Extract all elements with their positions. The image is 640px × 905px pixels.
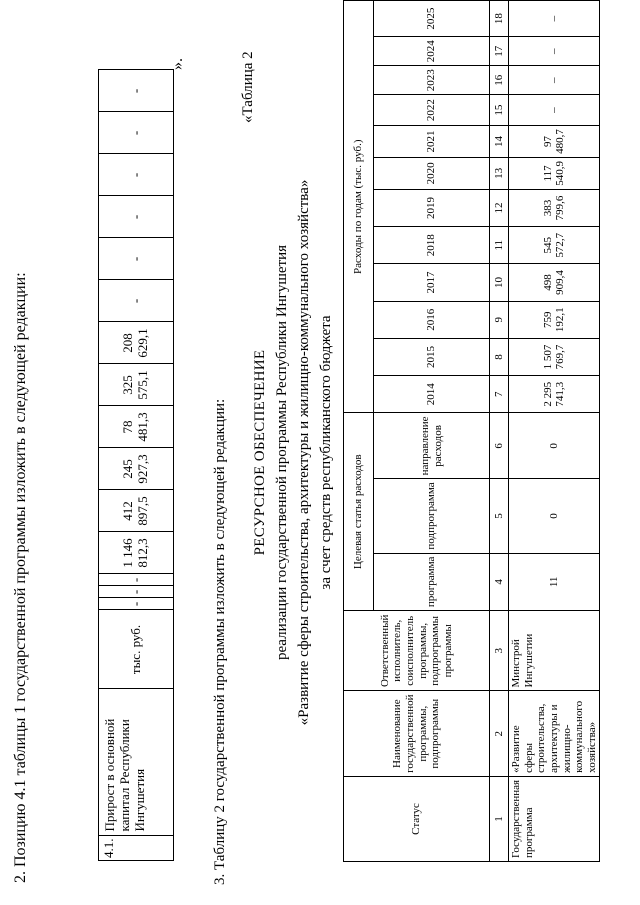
header-executor: Ответственный исполнитель, соисполнитель программы, подпрограммы программы xyxy=(344,611,490,691)
header-year: 2022 xyxy=(374,95,490,126)
header-year: 2017 xyxy=(374,264,490,301)
title-line-4: за счет средств республиканского бюджета xyxy=(318,315,334,590)
year-value-cell: – xyxy=(509,95,600,126)
year-value-cell: 117 540,9 xyxy=(509,157,600,189)
year-value-cell: 2 295 741,3 xyxy=(509,376,600,413)
column-number: 11 xyxy=(490,227,509,264)
title-line-2: реализации государственной программы Республики Ингушетия xyxy=(274,244,290,661)
value-cell: - xyxy=(99,70,174,112)
header-year: 2015 xyxy=(374,338,490,375)
header-year: 2024 xyxy=(374,37,490,66)
value-cell: - xyxy=(99,598,174,610)
year-value-cell: – xyxy=(509,37,600,66)
table-2-resource-provision xyxy=(343,0,600,862)
paragraph-item-2: 2. Позицию 4.1 таблицы 1 государственной программы изложить в следующей редакции: xyxy=(12,272,29,883)
column-number: 12 xyxy=(490,189,509,226)
value-cell: - xyxy=(99,238,174,280)
row-subprogram-code: 0 xyxy=(509,479,600,553)
header-year: 2016 xyxy=(374,301,490,338)
header-program: программа xyxy=(374,553,490,611)
row-program-name: «Развитие сферы строительства, архитектуры и жилищно-коммунального хозяйства» xyxy=(509,691,600,776)
year-value-cell: – xyxy=(509,66,600,95)
header-year: 2020 xyxy=(374,157,490,189)
unit-cell: тыс. руб. xyxy=(99,610,174,689)
column-number: 6 xyxy=(490,413,509,479)
table-row xyxy=(509,1,600,862)
header-target-article: Целевая статья расходов xyxy=(344,413,374,611)
row-executor: Минстрой Ингушетии xyxy=(509,611,600,691)
header-row-1 xyxy=(344,1,374,862)
column-number: 13 xyxy=(490,157,509,189)
header-status: Статус xyxy=(344,776,490,861)
row-program-code: 11 xyxy=(509,553,600,611)
column-number: 2 xyxy=(490,691,509,776)
header-program-name: Наименование государственной программы, подпрограммы xyxy=(344,691,490,776)
year-value-cell: 759 192,1 xyxy=(509,301,600,338)
year-value-cell: 383 799,6 xyxy=(509,189,600,226)
row-status: Государственная программа xyxy=(509,776,600,861)
column-number: 17 xyxy=(490,37,509,66)
value-cell: - xyxy=(99,574,174,586)
paragraph-item-3: 3. Таблицу 2 государственной программы изложить в следующей редакции: xyxy=(212,398,228,885)
column-number: 18 xyxy=(490,1,509,37)
value-cell: - xyxy=(99,586,174,598)
column-number: 4 xyxy=(490,553,509,611)
value-cell: 245 927,3 xyxy=(99,448,174,490)
value-cell: - xyxy=(99,196,174,238)
header-year: 2025 xyxy=(374,1,490,37)
header-year: 2018 xyxy=(374,227,490,264)
table-label: «Таблица 2 xyxy=(240,51,256,123)
column-number: 14 xyxy=(490,126,509,158)
value-cell: 78 481,3 xyxy=(99,406,174,448)
header-expenses-by-year: Расходы по годам (тыс. руб.) xyxy=(344,1,374,413)
title-line-3: «Развитие сферы строительства, архитектуры и жилищно-коммунального хозяйства» xyxy=(296,179,312,726)
header-year: 2014 xyxy=(374,376,490,413)
position-number: 4.1. xyxy=(99,836,174,861)
column-number: 15 xyxy=(490,95,509,126)
column-number: 8 xyxy=(490,338,509,375)
year-value-cell: 498 909,4 xyxy=(509,264,600,301)
table-row xyxy=(99,70,174,861)
header-direction: направление расходов xyxy=(374,413,490,479)
column-number: 16 xyxy=(490,66,509,95)
column-number: 9 xyxy=(490,301,509,338)
header-year: 2021 xyxy=(374,126,490,158)
value-cell: - xyxy=(99,112,174,154)
value-cell: 325 575,1 xyxy=(99,364,174,406)
value-cell: 1 146 812,3 xyxy=(99,532,174,574)
closing-quote: ». xyxy=(169,58,186,70)
value-cell: - xyxy=(99,154,174,196)
title-line-1: РЕСУРСНОЕ ОБЕСПЕЧЕНИЕ xyxy=(252,349,268,556)
column-number-row xyxy=(490,1,509,862)
column-number: 7 xyxy=(490,376,509,413)
year-value-cell: 97 480,7 xyxy=(509,126,600,158)
header-year: 2019 xyxy=(374,189,490,226)
value-cell: - xyxy=(99,280,174,322)
row-direction-code: 0 xyxy=(509,413,600,479)
year-value-cell: 1 507 769,7 xyxy=(509,338,600,375)
year-value-cell: 545 572,7 xyxy=(509,227,600,264)
value-cell: 412 897,5 xyxy=(99,490,174,532)
indicator-name: Прирост в основной капитал Республики Ингушетия xyxy=(99,689,174,836)
column-number: 10 xyxy=(490,264,509,301)
value-cell: 208 629,1 xyxy=(99,322,174,364)
column-number: 5 xyxy=(490,479,509,553)
table-position-4-1 xyxy=(98,70,174,862)
column-number: 1 xyxy=(490,776,509,861)
column-number: 3 xyxy=(490,611,509,691)
header-subprogram: подпрограмма xyxy=(374,479,490,553)
year-value-cell: – xyxy=(509,1,600,37)
header-year: 2023 xyxy=(374,66,490,95)
